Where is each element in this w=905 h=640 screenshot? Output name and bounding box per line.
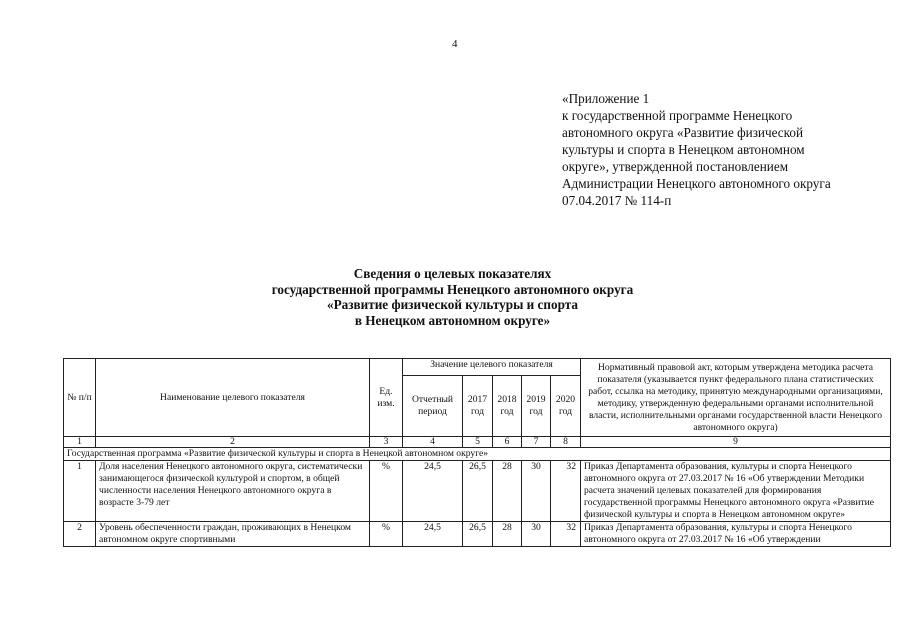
indicators-table [63, 358, 891, 547]
title-line: государственной программы Ненецкого автономного округа [271, 281, 634, 297]
row-name: Доля населения Ненецкого автономного округа, систематически занимающегося физической культурой и спортом, в общей численности населения Ненецкого автономного округа в возрасте 3-79 лет [96, 461, 370, 522]
col-number: 8 [551, 437, 581, 448]
row-unit: % [370, 461, 403, 522]
row-report: 24,5 [403, 461, 463, 522]
col-number: 9 [581, 437, 891, 448]
section-row [64, 448, 891, 461]
header-num: № п/п [64, 359, 96, 437]
header-value-group: Значение целевого показателя [403, 359, 581, 376]
row-num: 2 [64, 522, 96, 547]
table-row [64, 522, 891, 547]
row-name: Уровень обеспеченности граждан, проживающих в Ненецком автономном округе спортивными [96, 522, 370, 547]
row-unit: % [370, 522, 403, 547]
row-2017: 26,5 [463, 522, 493, 547]
appendix-line: «Приложение 1 [562, 91, 650, 106]
row-report: 24,5 [403, 522, 463, 547]
col-number: 5 [463, 437, 493, 448]
row-2018: 28 [493, 522, 522, 547]
header-unit: Ед. изм. [370, 359, 403, 437]
page-number: 4 [452, 38, 458, 50]
row-2017: 26,5 [463, 461, 493, 522]
appendix-line: округе», утвержденной постановлением [562, 159, 789, 174]
header-2019: 2019 год [522, 376, 551, 437]
row-act: Приказ Департамента образования, культуры и спорта Ненецкого автономного округа от 27.03.2017 № 16 «Об утверждении [581, 522, 891, 547]
col-number: 6 [493, 437, 522, 448]
header-act: Нормативный правовой акт, которым утверждена методика расчета показателя (указывается пункт федерального плана статистических работ, ссылка на методику, принятую международными организациями, методику, утвержденную федеральными органами исполнительной власти, исполнительными органами государственной власти Ненецкого автономного округа) [581, 359, 891, 437]
row-2019: 30 [522, 461, 551, 522]
appendix-line: культуры и спорта в Ненецком автономном [562, 142, 805, 157]
row-2020: 32 [551, 461, 581, 522]
appendix-line: автономного округа «Развитие физической [562, 125, 804, 140]
document-title [0, 266, 905, 328]
appendix-line: к государственной программе Ненецкого [562, 108, 793, 123]
column-number-row [64, 437, 891, 448]
header-row [64, 359, 891, 376]
table-row [64, 461, 891, 522]
header-2017: 2017 год [463, 376, 493, 437]
row-act: Приказ Департамента образования, культуры и спорта Ненецкого автономного округа от 27.03.2017 № 16 «Об утверждении Методики расчета значений целевых показателей для формирования государственной программы Ненецкого автономного округа «Развитие физической культуры и спорта в Ненецком автономном округе» [581, 461, 891, 522]
header-name: Наименование целевого показателя [96, 359, 370, 437]
title-line: Сведения о целевых показателях [353, 266, 552, 281]
header-2020: 2020 год [551, 376, 581, 437]
appendix-note [562, 90, 862, 209]
col-number: 7 [522, 437, 551, 448]
row-2018: 28 [493, 461, 522, 522]
row-2019: 30 [522, 522, 551, 547]
row-2020: 32 [551, 522, 581, 547]
appendix-line: 07.04.2017 № 114-п [562, 193, 672, 208]
row-num: 1 [64, 461, 96, 522]
col-number: 1 [64, 437, 96, 448]
col-number: 2 [96, 437, 370, 448]
title-line: в Ненецком автономном округе» [354, 312, 551, 328]
appendix-line: Администрации Ненецкого автономного округа [562, 176, 831, 191]
section-title: Государственная программа «Развитие физической культуры и спорта в Ненецкой автономном округе» [64, 448, 891, 461]
title-line: «Развитие физической культуры и спорта [326, 297, 579, 312]
col-number: 4 [403, 437, 463, 448]
header-report: Отчетный период [403, 376, 463, 437]
col-number: 3 [370, 437, 403, 448]
header-2018: 2018 год [493, 376, 522, 437]
